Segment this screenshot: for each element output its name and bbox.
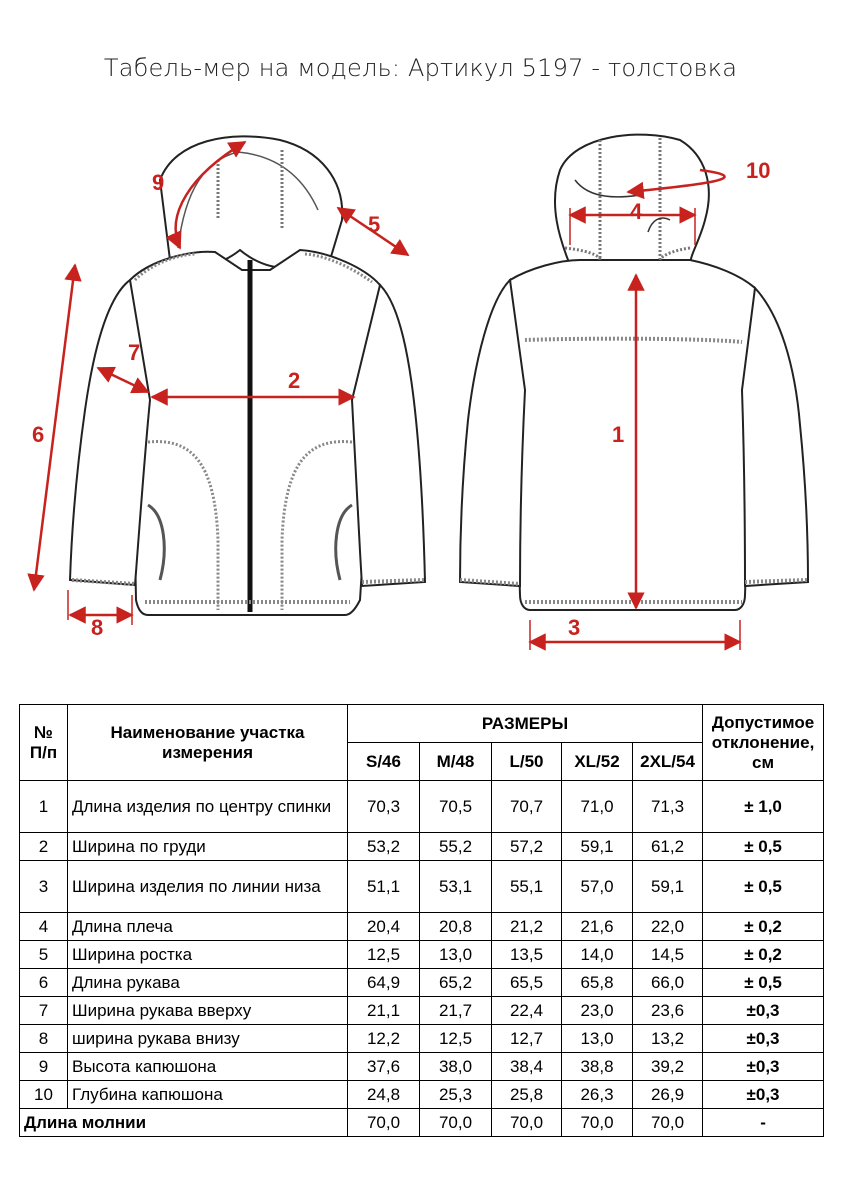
row-number: 9 <box>20 1053 68 1081</box>
row-value: 13,2 <box>633 1025 703 1053</box>
size-2xl: 2XL/54 <box>633 743 703 781</box>
header-tolerance: Допустимое отклонение, см <box>703 705 824 781</box>
row-value: 14,5 <box>633 941 703 969</box>
row-tolerance: ± 0,5 <box>703 969 824 997</box>
row-tolerance: ± 0,5 <box>703 861 824 913</box>
row-value: 57,2 <box>492 833 562 861</box>
row-value: 70,7 <box>492 781 562 833</box>
table-row <box>20 1053 824 1081</box>
label-1: 1 <box>612 422 625 447</box>
table-row <box>20 861 824 913</box>
zipper-value: 70,0 <box>420 1109 492 1137</box>
zipper-value: 70,0 <box>492 1109 562 1137</box>
row-value: 53,2 <box>348 833 420 861</box>
row-number: 4 <box>20 913 68 941</box>
row-value: 13,0 <box>420 941 492 969</box>
row-value: 26,3 <box>562 1081 633 1109</box>
row-tolerance: ±0,3 <box>703 1025 824 1053</box>
row-name: ширина рукава внизу <box>68 1025 348 1053</box>
size-s: S/46 <box>348 743 420 781</box>
row-value: 12,5 <box>348 941 420 969</box>
row-value: 12,2 <box>348 1025 420 1053</box>
row-number: 1 <box>20 781 68 833</box>
row-number: 2 <box>20 833 68 861</box>
row-name: Ширина рукава вверху <box>68 997 348 1025</box>
row-name: Ширина по груди <box>68 833 348 861</box>
row-value: 20,8 <box>420 913 492 941</box>
row-value: 37,6 <box>348 1053 420 1081</box>
row-value: 14,0 <box>562 941 633 969</box>
header-sizes: РАЗМЕРЫ <box>348 705 703 743</box>
row-number: 8 <box>20 1025 68 1053</box>
row-tolerance: ±0,3 <box>703 1081 824 1109</box>
row-name: Длина изделия по центру спинки <box>68 781 348 833</box>
row-tolerance: ± 0,2 <box>703 941 824 969</box>
row-value: 65,5 <box>492 969 562 997</box>
row-value: 25,3 <box>420 1081 492 1109</box>
row-name: Длина плеча <box>68 913 348 941</box>
header-row-1 <box>20 705 824 743</box>
row-tolerance: ± 0,5 <box>703 833 824 861</box>
row-value: 66,0 <box>633 969 703 997</box>
table-row <box>20 941 824 969</box>
row-value: 25,8 <box>492 1081 562 1109</box>
header-name: Наименование участка измерения <box>68 705 348 781</box>
row-value: 38,8 <box>562 1053 633 1081</box>
row-value: 57,0 <box>562 861 633 913</box>
label-9: 9 <box>152 170 165 195</box>
row-name: Ширина изделия по линии низа <box>68 861 348 913</box>
row-value: 38,0 <box>420 1053 492 1081</box>
table-row <box>20 997 824 1025</box>
row-value: 26,9 <box>633 1081 703 1109</box>
label-10: 10 <box>746 158 771 183</box>
zipper-value: 70,0 <box>348 1109 420 1137</box>
row-name: Высота капюшона <box>68 1053 348 1081</box>
table-row <box>20 1025 824 1053</box>
zipper-value: 70,0 <box>633 1109 703 1137</box>
zipper-name: Длина молнии <box>20 1109 348 1137</box>
garment-sketch <box>0 120 841 680</box>
row-value: 13,5 <box>492 941 562 969</box>
table-row <box>20 969 824 997</box>
row-value: 23,0 <box>562 997 633 1025</box>
row-value: 64,9 <box>348 969 420 997</box>
row-value: 24,8 <box>348 1081 420 1109</box>
row-value: 21,7 <box>420 997 492 1025</box>
row-number: 3 <box>20 861 68 913</box>
row-value: 53,1 <box>420 861 492 913</box>
row-tolerance: ±0,3 <box>703 1053 824 1081</box>
row-name: Глубина капюшона <box>68 1081 348 1109</box>
row-value: 38,4 <box>492 1053 562 1081</box>
row-value: 59,1 <box>562 833 633 861</box>
row-value: 55,2 <box>420 833 492 861</box>
row-value: 21,2 <box>492 913 562 941</box>
zipper-row <box>20 1109 824 1137</box>
row-value: 71,3 <box>633 781 703 833</box>
row-name: Ширина ростка <box>68 941 348 969</box>
row-tolerance: ± 1,0 <box>703 781 824 833</box>
label-4: 4 <box>630 199 643 224</box>
table-row <box>20 1081 824 1109</box>
row-tolerance: ±0,3 <box>703 997 824 1025</box>
label-7: 7 <box>128 340 141 365</box>
row-value: 12,5 <box>420 1025 492 1053</box>
zipper-tolerance: - <box>703 1109 824 1137</box>
row-value: 22,0 <box>633 913 703 941</box>
table-row <box>20 833 824 861</box>
row-value: 21,1 <box>348 997 420 1025</box>
row-tolerance: ± 0,2 <box>703 913 824 941</box>
row-value: 13,0 <box>562 1025 633 1053</box>
row-value: 39,2 <box>633 1053 703 1081</box>
label-5: 5 <box>368 212 381 237</box>
row-value: 65,2 <box>420 969 492 997</box>
row-value: 51,1 <box>348 861 420 913</box>
page-title: Табель-мер на модель: Артикул 5197 - толстовка <box>103 54 738 82</box>
measurement-table <box>19 704 824 1137</box>
row-value: 12,7 <box>492 1025 562 1053</box>
size-l: L/50 <box>492 743 562 781</box>
front-view-drawing <box>70 136 425 615</box>
row-value: 65,8 <box>562 969 633 997</box>
row-value: 59,1 <box>633 861 703 913</box>
row-value: 71,0 <box>562 781 633 833</box>
label-6: 6 <box>32 422 45 447</box>
table-row <box>20 781 824 833</box>
label-3: 3 <box>568 615 581 640</box>
zipper-value: 70,0 <box>562 1109 633 1137</box>
row-value: 55,1 <box>492 861 562 913</box>
header-num: № П/п <box>20 705 68 781</box>
row-value: 70,5 <box>420 781 492 833</box>
row-value: 21,6 <box>562 913 633 941</box>
row-value: 22,4 <box>492 997 562 1025</box>
size-m: M/48 <box>420 743 492 781</box>
row-value: 70,3 <box>348 781 420 833</box>
row-number: 10 <box>20 1081 68 1109</box>
row-name: Длина рукава <box>68 969 348 997</box>
label-8: 8 <box>91 615 104 640</box>
size-xl: XL/52 <box>562 743 633 781</box>
label-2: 2 <box>288 368 301 393</box>
row-number: 6 <box>20 969 68 997</box>
row-number: 7 <box>20 997 68 1025</box>
row-value: 23,6 <box>633 997 703 1025</box>
row-value: 61,2 <box>633 833 703 861</box>
row-value: 20,4 <box>348 913 420 941</box>
table-row <box>20 913 824 941</box>
row-number: 5 <box>20 941 68 969</box>
